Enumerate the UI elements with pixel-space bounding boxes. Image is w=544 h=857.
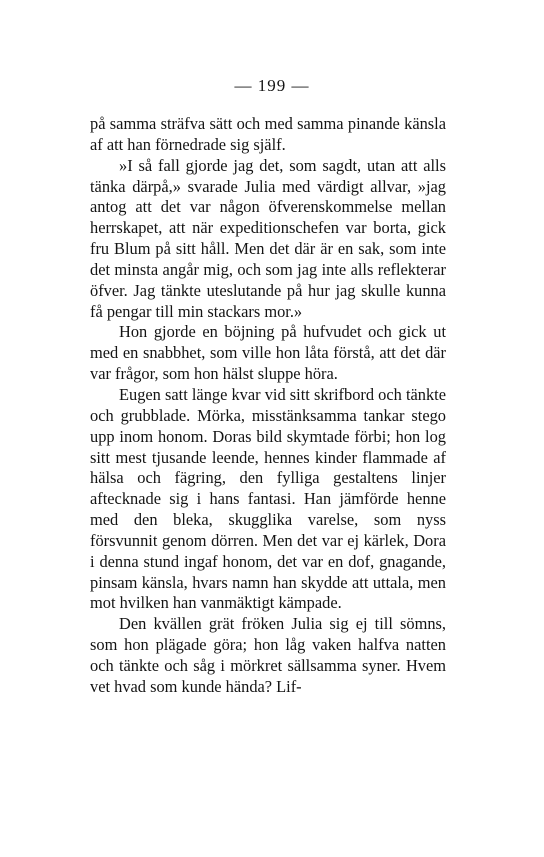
paragraph: »I så fall gjorde jag det, som sagdt, utan att alls tänka därpå,» svarade Julia med värdigt allvar, »jag antog att det var någon öfverenskommelse mellan herrskapet, att när expeditionschefen var borta, gick fru Blum på sitt håll. Men det där är en sak, som inte det minsta angår mig, och som jag inte alls reflekterar öfver. Jag tänkte uteslutande på hur jag skulle kunna få pengar till min stackars mor.» <box>90 155 446 321</box>
paragraph: Hon gjorde en böjning på hufvudet och gick ut med en snabbhet, som ville hon låta förstå, att det där var frågor, som hon hälst sluppe höra. <box>90 322 446 384</box>
paragraph: på samma sträfva sätt och med samma pinande känsla af att han förnedrade sig själf. <box>90 114 446 154</box>
body-text <box>90 114 446 698</box>
paragraph: Eugen satt länge kvar vid sitt skrifbord och tänkte och grubblade. Mörka, misstänksamma tankar stego upp inom honom. Doras bild skymtade förbi; hon log sitt mest tjusande leende, hennes kinder flammade af hälsa och fägring, den fylliga gestaltens linjer aftecknade sig i hans fantasi. Han jämförde henne med den bleka, skugglika varelse, som nyss försvunnit genom dörren. Men det var ej kärlek, Dora i denna stund ingaf honom, det var en dof, gnagande, pinsam känsla, hvars namn han skydde att uttala, men mot hvilken han vanmäktigt kämpade. <box>90 384 446 613</box>
paragraph: Den kvällen grät fröken Julia sig ej till sömns, som hon plägade göra; hon låg vaken halfva natten och tänkte och såg i mörkret sällsamma syner. Hvem vet hvad som kunde hända? Lif- <box>90 614 446 696</box>
page-number: — 199 — <box>234 76 310 95</box>
